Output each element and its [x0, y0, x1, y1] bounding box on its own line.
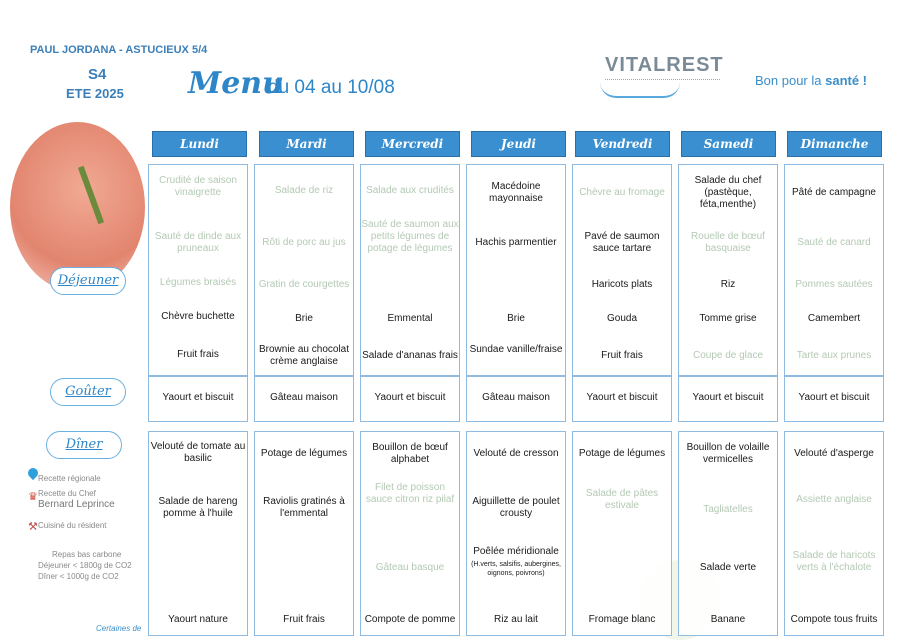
- lunch-cheese: Tomme grise: [699, 313, 757, 324]
- week-number: S4: [88, 66, 107, 83]
- day-header-samedi: Samedi: [681, 131, 776, 157]
- dinner-dessert: Riz au lait: [494, 614, 538, 625]
- lunch-side: Gratin de courgettes: [258, 279, 350, 290]
- dinner-dessert: Compote de pomme: [364, 614, 456, 625]
- lunch-dessert: Fruit frais: [601, 350, 643, 361]
- dinner-box-mardi: [254, 431, 354, 636]
- dinner-dessert: Banane: [710, 614, 746, 625]
- lunch-cheese: Gouda: [606, 313, 638, 324]
- dinner-side: Poêlée méridionale: [473, 546, 559, 557]
- lunch-cheese: Brie: [295, 313, 313, 324]
- cutlery-icon: ⚒: [28, 521, 38, 533]
- lunch-dessert: Brownie au chocolat crème anglaise: [258, 344, 350, 367]
- lunch-starter: Salade du chef (pastèque, féta,menthe): [694, 175, 762, 210]
- school-name: PAUL JORDANA - ASTUCIEUX 5/4: [30, 44, 208, 56]
- snack: Yaourt et biscuit: [586, 392, 658, 403]
- dinner-soup: Velouté d'asperge: [794, 448, 874, 459]
- snack-box-vendredi: [572, 376, 672, 422]
- day-header-dimanche: Dimanche: [787, 131, 882, 157]
- day-header-vendredi: Vendredi: [575, 131, 670, 157]
- day-header-jeudi: Jeudi: [471, 131, 566, 157]
- day-header-mercredi: Mercredi: [365, 131, 460, 157]
- dinner-main: Tagliatelles: [703, 504, 753, 515]
- lunch-side: Riz: [720, 279, 736, 290]
- lunch-box-mercredi: [360, 164, 460, 376]
- snack: Yaourt et biscuit: [798, 392, 870, 403]
- legend-regional: Recette régionale: [38, 474, 101, 483]
- lunch-cheese: Emmental: [387, 313, 433, 324]
- lunch-box-dimanche: [784, 164, 884, 376]
- dinner-main: Assiette anglaise: [796, 494, 872, 505]
- menu-dates: du 04 au 10/08: [268, 77, 395, 98]
- slogan-prefix: Bon pour la: [755, 73, 826, 88]
- legend-chef-title: Recette du Chef: [38, 489, 96, 498]
- snack-box-samedi: [678, 376, 778, 422]
- dinner-side: Gâteau basque: [375, 562, 445, 573]
- day-header-mardi: Mardi: [259, 131, 354, 157]
- section-gouter: Goûter: [50, 378, 126, 406]
- snack: Gâteau maison: [482, 392, 550, 403]
- lunch-main: Sauté de dinde aux pruneaux: [154, 231, 242, 254]
- dinner-dessert: Compote tous fruits: [790, 614, 878, 625]
- lunch-box-samedi: [678, 164, 778, 376]
- day-header-lundi: Lundi: [152, 131, 247, 157]
- lunch-cheese: Camembert: [807, 313, 861, 324]
- dinner-side: Salade verte: [699, 562, 757, 573]
- menu-title: Menu: [188, 66, 284, 101]
- snack-box-dimanche: [784, 376, 884, 422]
- dinner-soup: Bouillon de volaille vermicelles: [686, 442, 770, 465]
- legend-carbon-dejeuner: Déjeuner < 1800g de CO2: [38, 561, 132, 570]
- snack: Yaourt et biscuit: [162, 392, 234, 403]
- lunch-box-lundi: [148, 164, 248, 376]
- lunch-box-vendredi: [572, 164, 672, 376]
- lunch-starter: Pâté de campagne: [792, 187, 876, 198]
- snack-box-jeudi: [466, 376, 566, 422]
- lunch-main: Rouelle de bœuf basquaise: [691, 231, 765, 254]
- season: ETE 2025: [66, 86, 124, 101]
- dinner-dessert: Fruit frais: [283, 614, 325, 625]
- lunch-main: Pavé de saumon sauce tartare: [584, 231, 660, 254]
- section-diner: Dîner: [46, 431, 122, 459]
- lunch-starter: Macédoine mayonnaise: [489, 181, 543, 204]
- snack: Gâteau maison: [270, 392, 338, 403]
- snack: Yaourt et biscuit: [692, 392, 764, 403]
- lunch-side: Haricots plats: [591, 279, 653, 290]
- dinner-dessert: Yaourt nature: [168, 614, 228, 625]
- legend-chef-name: Bernard Leprince: [38, 499, 115, 510]
- legend-carbon-title: Repas bas carbone: [52, 550, 122, 559]
- snack-box-mardi: [254, 376, 354, 422]
- lunch-box-jeudi: [466, 164, 566, 376]
- logo-swoosh: [600, 82, 680, 98]
- dinner-main: Salade de pâtes estivale: [585, 488, 659, 511]
- dinner-soup: Velouté de cresson: [473, 448, 559, 459]
- slogan: [755, 73, 867, 88]
- lunch-main: Rôti de porc au jus: [262, 237, 346, 248]
- dinner-soup: Bouillon de bœuf alphabet: [372, 442, 448, 465]
- lunch-starter: Crudité de saison vinaigrette: [159, 175, 237, 198]
- lunch-main: Hachis parmentier: [475, 237, 557, 248]
- lunch-starter: Chèvre au fromage: [579, 187, 665, 198]
- lunch-dessert: Sundae vanille/fraise: [469, 344, 563, 355]
- legend-carbon-diner: Dîner < 1000g de CO2: [38, 572, 119, 581]
- dinner-dessert: Fromage blanc: [588, 614, 656, 625]
- dinner-box-jeudi: [466, 431, 566, 636]
- snack-box-mercredi: [360, 376, 460, 422]
- snack-box-lundi: [148, 376, 248, 422]
- snack: Yaourt et biscuit: [374, 392, 446, 403]
- lunch-starter: Salade aux crudités: [366, 185, 454, 196]
- section-dejeuner: Déjeuner: [50, 267, 126, 295]
- footer-note: Certaines de: [96, 624, 142, 633]
- lunch-starter: Salade de riz: [274, 185, 334, 196]
- dinner-box-dimanche: [784, 431, 884, 636]
- lunch-main: Sauté de canard: [797, 237, 871, 248]
- lunch-side: Légumes braisés: [159, 277, 237, 288]
- dinner-box-vendredi: [572, 431, 672, 636]
- dinner-soup: Potage de légumes: [260, 448, 348, 459]
- dinner-main: Aiguillette de poulet crousty: [472, 496, 560, 519]
- legend-cuisine: Cuisiné du résident: [38, 521, 107, 530]
- dinner-box-mercredi: [360, 431, 460, 636]
- lunch-dessert: Salade d'ananas frais: [362, 350, 458, 361]
- dinner-main: Salade de hareng pomme à l'huile: [158, 496, 238, 519]
- lunch-side: Pommes sautées: [795, 279, 873, 290]
- dinner-side-detail: (H.verts, salsifis, aubergines, oignons, poivrons): [471, 561, 561, 577]
- lunch-main: Sauté de saumon aux petits légumes de potage de légumes: [361, 219, 459, 254]
- dinner-main: Raviolis gratinés à l'emmental: [263, 496, 345, 519]
- lunch-cheese: Brie: [507, 313, 525, 324]
- dinner-box-samedi: [678, 431, 778, 636]
- lunch-box-mardi: [254, 164, 354, 376]
- lunch-dessert: Tarte aux prunes: [796, 350, 872, 361]
- chef-hat-icon: ♛: [28, 491, 38, 503]
- dinner-main: Filet de poisson sauce citron riz pilaf: [365, 482, 455, 505]
- brand-logo: VITALREST: [605, 54, 724, 76]
- slogan-emphasis: santé !: [825, 73, 868, 88]
- dinner-soup: Velouté de tomate au basilic: [150, 441, 246, 464]
- dinner-soup: Potage de légumes: [578, 448, 666, 459]
- lunch-dessert: Coupe de glace: [692, 350, 764, 361]
- dinner-box-lundi: [148, 431, 248, 636]
- lunch-cheese: Chèvre buchette: [161, 311, 235, 322]
- lunch-dessert: Fruit frais: [177, 349, 219, 360]
- dinner-side: Salade de haricots verts à l'échalote: [792, 550, 876, 573]
